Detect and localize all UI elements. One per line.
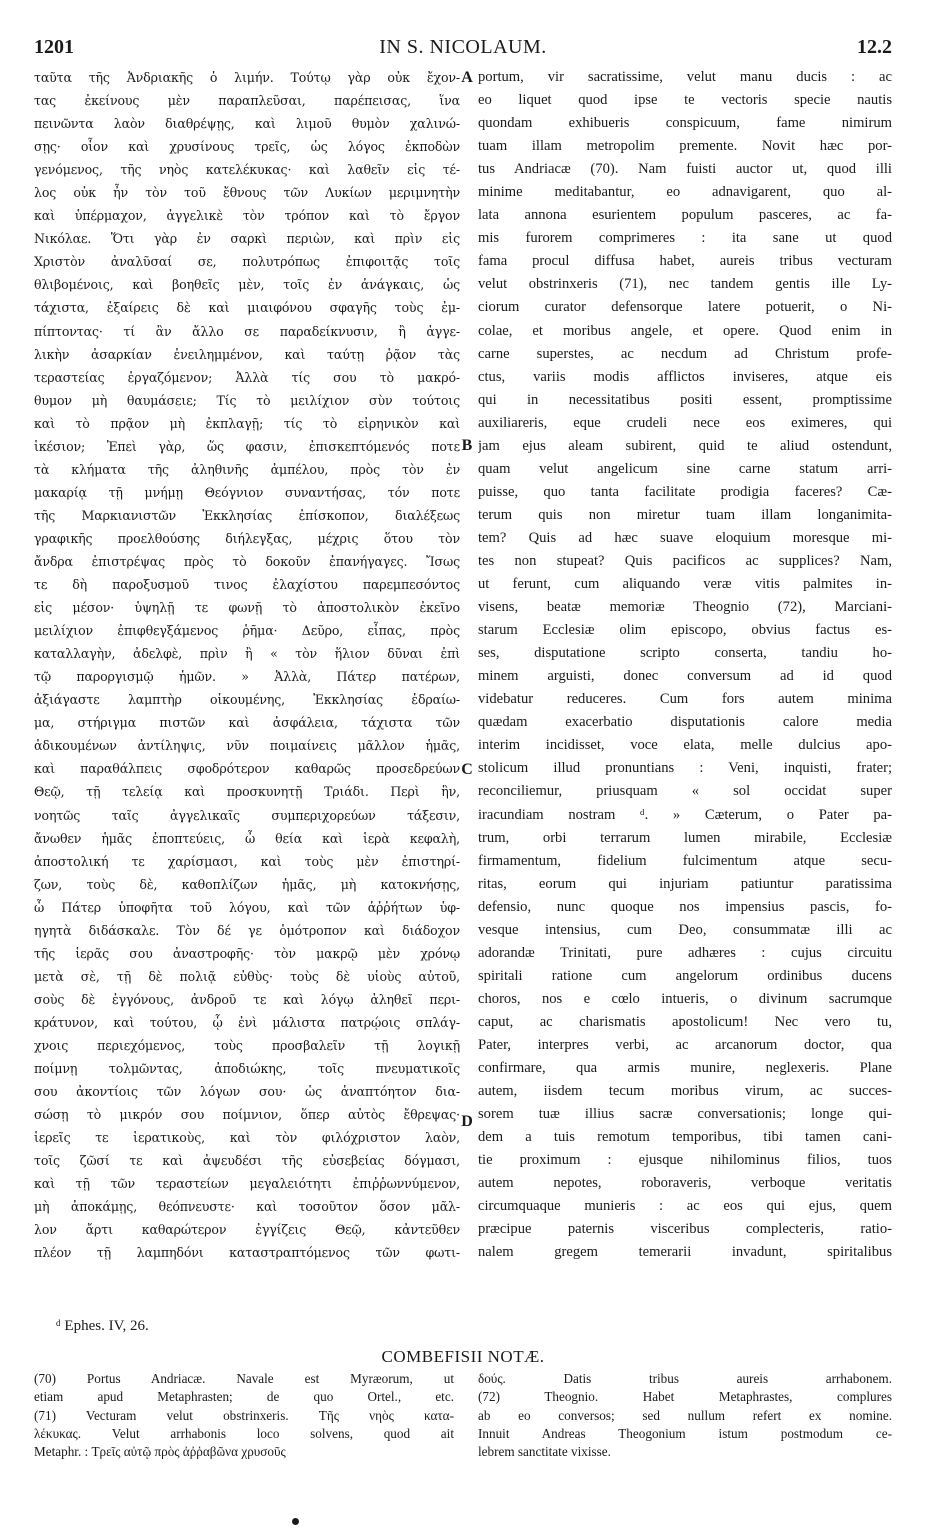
- section-marker-a: A: [461, 69, 473, 86]
- section-marker-b: B: [461, 437, 473, 454]
- latin-text-line: stolicum illud pronuntians : Veni, inquisti, frater;: [478, 760, 892, 777]
- greek-text-line: γραφικῆς προελθούσης διήλεγξας, μέχρις ὅτου τὸν: [34, 530, 460, 546]
- greek-text-line: σοὺς δὲ ἐγγόνους, ἀνδροῦ τε καὶ λόγῳ ἀληθεῖ περι-: [34, 991, 460, 1007]
- running-header: [30, 36, 896, 62]
- note-line: (72) Theognio. Habet Metaphrastes, complures: [478, 1389, 892, 1405]
- latin-text-line: tes non stupeat? Quis pacificos ac supplices? Nam,: [478, 552, 892, 569]
- latin-text-line: circumquaque munieris : ac eos qui ejus, quem: [478, 1198, 892, 1215]
- latin-text-line: carne superstes, ac necdum ad Christum profe-: [478, 345, 892, 362]
- latin-text-line: confirmare, qua armis munire, neglexeris. Plane: [478, 1060, 892, 1077]
- note-line: δούς. Datis tribus aureis arrhabonem.: [478, 1371, 892, 1386]
- greek-text-line: κράτυνον, καὶ τούτου, ᾧ ἐνὶ μάλιστα πατρῴοις σπλάγ-: [34, 1014, 460, 1030]
- greek-text-line: ὦ Πάτερ ὑποφῆτα τοῦ λόγου, καὶ τῶν ἀῤῥήτων ὑφ-: [34, 899, 460, 915]
- greek-text-line: καὶ τὸ πρᾷον μὴ ἐκπλαγῇ; τίς τὸ εἰρηνικὸν καὶ: [34, 415, 460, 431]
- greek-text-line: Χριστὸν ἀναλῦσαί σε, πολυτρόπως ἐπιφοιτᾷς τοῖς: [34, 254, 460, 270]
- greek-text-line: τε δὴ παροξυσμοῦ τινος ἐλαχίστου παρεμπεσόντος: [34, 577, 460, 593]
- latin-text-line: visens, beatæ memoriæ Theognio (72), Marciani-: [478, 599, 892, 616]
- latin-text-line: iracundiam nostram ᵈ. » Cæterum, o Pater pa-: [478, 806, 892, 823]
- latin-text-line: minem arguisti, donec conversum ad id quod: [478, 668, 892, 685]
- latin-text-line: mis furorem comprimeres : ita sane ut quod: [478, 230, 892, 247]
- greek-text-line: γενόμενος, τῆς νηὸς κατελέκυκας· καὶ λαθεῖν εἰς τέ-: [34, 162, 460, 178]
- latin-text-line: starum Ecclesiæ olim episcopo, obvius factus es-: [478, 622, 892, 639]
- greek-text-line: λος οὐκ ἦν τὸν τοῦ ἔθνους τῶν Λυκίων μεριμνητὴν: [34, 185, 460, 201]
- latin-text-line: sorem tuæ illius sacræ conversationis; longe qui-: [478, 1106, 892, 1123]
- latin-text-line: ctus, variis modis afflictos inviseres, atque eis: [478, 368, 892, 385]
- notes-left-column: [34, 1370, 454, 1461]
- latin-text-line: tus Andriacæ (70). Nam fuisti auctor ut, quod illi: [478, 161, 892, 178]
- greek-text-line: καταλλαγὴν, ἀδελφὲ, πρὶν ἢ « τὸν ἥλιον δῦναι ἐπὶ: [34, 646, 460, 662]
- footnote: ᵈ Ephes. IV, 26.: [56, 1318, 149, 1334]
- latin-text-line: nalem gregem temerarii invadunt, spiritalibus: [478, 1244, 892, 1261]
- latin-text-line: autem nepotes, roboraveris, verboque veritatis: [478, 1175, 892, 1192]
- greek-text-line: πεινῶντα λαὸν διαθρέψῃς, καὶ λιμοῦ θυμὸν χαλινώ-: [34, 116, 460, 132]
- latin-text-line: Pater, interpres verbi, ac arcanorum doctor, qua: [478, 1036, 892, 1053]
- greek-text-line: τὰ κλήματα τῆς ἀληθινῆς ἀμπέλου, πρὸς τὸν ἐν: [34, 461, 460, 477]
- note-line: Metaphr. : Τρεῖς αὐτῷ πρὸς ἀῤῥαβῶνα χρυσοῦς: [34, 1444, 286, 1460]
- latin-text-line: puisse, quo tanta facilitate prodigia faceres? Cæ-: [478, 483, 892, 500]
- greek-text-line: σου ἀκοντίοις τῶν λόγων σου· ὡς ἀναπτόητον δια-: [34, 1084, 460, 1100]
- greek-text-line: τῆς ἱερᾶς σου ἀναστροφῆς· τὸν μακρῷ μὲν χρόνῳ: [34, 945, 460, 961]
- latin-text-line: adorandæ Trinitati, pure adhæres : cujus circuitu: [478, 944, 892, 961]
- greek-text-line: πίπτοντας· τί ἂν ἄλλο σε παραδείκνυσιν, ἢ ἀγγε-: [34, 323, 460, 339]
- greek-text-line: μετὰ σὲ, τῇ δὲ πολιᾷ εὐθὺς· τοὺς δὲ υἱοὺς αὐτοῦ,: [34, 968, 460, 984]
- greek-text-line: ἀδικουμένων ἀντίληψις, νῦν ποιμαίνεις μᾶλλον ἡμᾶς,: [34, 738, 460, 754]
- greek-text-line: μακαρίᾳ τῇ μνήμῃ Θεόγνιον συναντήσας, τόν ποτε: [34, 484, 460, 500]
- greek-text-line: μα, στήριγμα πιστῶν καὶ ἀσφάλεια, τάχιστα τῶν: [34, 715, 460, 731]
- notes-right-column: [478, 1370, 892, 1461]
- greek-text-line: τεραστείας ἐργαζόμενον; Ἀλλὰ τίς σου τὸ μακρό-: [34, 369, 460, 385]
- latin-text-line: dem a tuis remotum temporibus, tibi tamen cani-: [478, 1129, 892, 1146]
- page-number-left: 1201: [34, 36, 74, 58]
- greek-text-line: πλέον τῇ λαμπηδόνι καταστραπτόμενος τῶν φωτι-: [34, 1245, 460, 1261]
- latin-text-line: defensio, nunc quoque nos impensius pascis, fo-: [478, 898, 892, 915]
- latin-text-line: tem? Quis ad hæc suave eloquium moresque mi-: [478, 529, 892, 546]
- greek-text-line: Νικόλαε. Ὅτι γὰρ ἐν σαρκὶ περιὼν, καὶ πρὶν εἰς: [34, 231, 460, 247]
- latin-text-line: videbatur reduceres. Cum fors autem minima: [478, 691, 892, 708]
- latin-text-line: colae, et moribus angele, et opere. Quod enim in: [478, 322, 892, 339]
- greek-text-line: ἄνδρα ἐπιστρέψας πρὸς τὸ δοκοῦν ἐπανήγαγες. Ἴσως: [34, 553, 460, 569]
- greek-text-line: καὶ τῇ τῶν τεραστείων μεγαλειότητι ἐπιῤῥωννύμενον,: [34, 1176, 460, 1192]
- greek-text-line: τοῖς ζῶσί τε καὶ ἀψευδέσι τῆς εὐσεβείας δόγμασι,: [34, 1153, 460, 1169]
- latin-text-line: quam velut angelicum sine carne statum arri-: [478, 460, 892, 477]
- note-line: etiam apud Metaphrasten; de quo Ortel., etc.: [34, 1389, 454, 1405]
- greek-text-line: τῷ παροργισμῷ ἡμῶν. » Ἀλλὰ, Πάτερ πατέρων,: [34, 669, 460, 685]
- latin-text-line: spiritali ratione cum angelorum ordinibus ducens: [478, 967, 892, 984]
- greek-text-line: καὶ παραθάλπεις σφοδρότερον καθαρῶς προσεδρεύων: [34, 761, 460, 777]
- latin-text-line: præcipue paternis visceribus complecteris, ratio-: [478, 1221, 892, 1238]
- latin-text-line: velut obstrinxeris (71), nec tandem gentis ille Ly-: [478, 276, 892, 293]
- greek-text-line: ἀξιάγαστε λαμπτὴρ οἰκουμένης, Ἐκκλησίας ἑδραίω-: [34, 692, 460, 708]
- latin-text-line: tie proximum : ejusque nihilominus filios, tuos: [478, 1152, 892, 1169]
- notes-title: COMBEFISII NOTÆ.: [381, 1347, 545, 1366]
- note-line: λέκυκας. Velut arrhabonis loco solvens, quod ait: [34, 1425, 454, 1441]
- greek-text-line: τάχιστα, ἐξαίρεις δὲ καὶ μιαιφόνου σφαγῆς τοὺς ἐμ-: [34, 300, 460, 316]
- greek-text-line: μὴ ἀποκάμῃς, θεόπνευστε· καὶ τοσοῦτον ὅσον μᾶλ-: [34, 1199, 460, 1215]
- greek-text-line: σώσῃ τὸ μικρόν σου ποίμνιον, ὅπερ αὐτὸς ἔθρεψας·: [34, 1107, 460, 1123]
- latin-text-column: [478, 66, 892, 1264]
- greek-text-line: ηγητὰ διδάσκαλε. Τὸν δέ γε ὁμότροπον καὶ διάδοχον: [34, 922, 460, 938]
- latin-text-line: ritas, eorum qui injuriam patiuntur paratissima: [478, 875, 892, 892]
- latin-text-line: terum quis non miretur tuam illam longanimita-: [478, 506, 892, 523]
- latin-text-line: trum, orbi terrarum lumen mirabile, Ecclesiæ: [478, 829, 892, 846]
- latin-text-line: quondam exhibueris conspicuum, fame nimirum: [478, 115, 892, 132]
- greek-text-line: Θεῷ, τῇ τελείᾳ καὶ προσκυνητῇ Τριάδι. Περὶ ἣν,: [34, 784, 460, 800]
- latin-text-line: fama procul diffusa habet, aureis tribus vecturam: [478, 253, 892, 270]
- latin-text-line: qui in necessitatibus positi essent, promptissime: [478, 391, 892, 408]
- running-title: IN S. NICOLAUM.: [379, 36, 547, 58]
- latin-text-line: lata annona esurientem populum pasceres, ac fa-: [478, 207, 892, 224]
- greek-text-line: χνοις περιεχόμενος, τοὺς προσβαλεῖν τῇ λογικῇ: [34, 1037, 460, 1053]
- latin-text-line: firmamentum, fidelium fulcimentum atque secu-: [478, 852, 892, 869]
- latin-text-line: quædam exacerbatio disputationis calore media: [478, 714, 892, 731]
- latin-text-line: caput, ac charismatis apostolicum! Nec vero tu,: [478, 1013, 892, 1030]
- greek-text-line: καὶ ὑπέρμαχον, ἀγγελικὲ τὸν τρόπον καὶ τὸ ἔργον: [34, 208, 460, 224]
- latin-text-line: minime meditabantur, eo adnavigarent, quo al-: [478, 184, 892, 201]
- latin-text-line: ut ferunt, cum aliquando veræ vitis palmites in-: [478, 576, 892, 593]
- latin-text-line: autem, iisdem tecum moribus virum, ac succes-: [478, 1083, 892, 1100]
- note-line: Innuit Andreas Theogonium istum postmodum ce-: [478, 1425, 892, 1441]
- greek-text-line: τῆς Μαρκιανιστῶν Ἐκκλησίας ἐπίσκοπον, διαλέξεως: [34, 507, 460, 523]
- latin-text-line: jam ejus aleam subirent, quid te aliud ostendunt,: [478, 437, 892, 454]
- latin-text-line: choros, nos e cœlo intueris, o divinum sacrumque: [478, 990, 892, 1007]
- printer-dot: [292, 1518, 299, 1525]
- greek-text-line: μειλίχιον ἐπιφθεγξάμενος ῥῆμα· Δεῦρο, εἶπας, πρὸς: [34, 623, 460, 639]
- note-line: (70) Portus Andriacæ. Navale est Myræorum, ut: [34, 1371, 454, 1386]
- page-number-right: 12.2: [857, 36, 892, 58]
- greek-text-line: ποίμνῃ τολμῶντας, ἀποδιώκης, τοῖς πνευματικοῖς: [34, 1061, 460, 1077]
- latin-text-line: vesque intensius, cum Deo, consummatæ illi ac: [478, 921, 892, 938]
- greek-text-column: [34, 66, 460, 1264]
- section-marker-d: D: [461, 1113, 473, 1130]
- greek-text-line: ἀποστολική τε χαρίσμασι, καὶ τοὺς μὲν ἐπιστηρί-: [34, 853, 460, 869]
- note-line: lebrem sanctitate vixisse.: [478, 1444, 611, 1460]
- greek-text-line: σῃς· οἷον καὶ χρυσίνους τρεῖς, ὡς λόγος ἐκποδὼν: [34, 139, 460, 155]
- greek-text-line: λον ἄρτι καθαρώτερον ἐγγίζεις Θεῷ, κἀντεῦθεν: [34, 1222, 460, 1238]
- section-marker-c: C: [461, 761, 473, 778]
- note-line: ab eo conversos; sed nullum refert ex nomine.: [478, 1407, 892, 1423]
- greek-text-line: ἱερεῖς τε ἱερατικοὺς, καὶ τὸν φιλόχριστον λαὸν,: [34, 1130, 460, 1146]
- greek-text-line: εἰς μέσον· ὑψηλῇ τε φωνῇ τὸ ἀποστολικὸν ἐκεῖνο: [34, 600, 460, 616]
- latin-text-line: eo liquet quod ipse te vectoris specie nautis: [478, 92, 892, 109]
- latin-text-line: portum, vir sacratissime, velut manu ducis : ac: [478, 69, 892, 85]
- latin-text-line: reconciliemur, priusquam « sol occidat super: [478, 783, 892, 800]
- greek-text-line: θλιβομένοις, καὶ βοηθεῖς μὲν, τοῖς ἐν ἀνάγκαις, ὡς: [34, 277, 460, 293]
- greek-text-line: νοητῶς ταῖς ἀγγελικαῖς συμπεριχορεύων τάξεσιν,: [34, 807, 460, 823]
- latin-text-line: ses, disputatione scripto conserta, tandiu ho-: [478, 645, 892, 662]
- latin-text-line: interim incidisset, voce elata, melle dulcius apo-: [478, 737, 892, 754]
- latin-text-line: auxiliareris, eque crudeli nece eos eximeres, qui: [478, 414, 892, 431]
- greek-text-line: ταῦτα τῆς Ἀνδριακῆς ὁ λιμήν. Τούτῳ γὰρ οὐκ ἔχον-: [34, 70, 460, 85]
- greek-text-line: ζων, τοὺς δὲ, καθοπλίζων ἡμᾶς, μὴ κατοκνήσῃς,: [34, 876, 460, 892]
- greek-text-line: λικὴν ἀσαρκίαν ἐνειλημμένον, καὶ ταύτῃ ῥᾷον τὰς: [34, 346, 460, 362]
- latin-text-line: tuam illam metropolim premente. Novit hæc por-: [478, 138, 892, 155]
- note-line: (71) Vecturam velut obstrinxeris. Τῆς νηὸς κατα-: [34, 1407, 454, 1423]
- greek-text-line: θυμον μὴ θαυμάσειε; Τίς τὸ μειλίχιον σὺν τούτοις: [34, 392, 460, 408]
- greek-text-line: ἱκέσιον; Ἐπεὶ γὰρ, ὥς φασιν, ἐπισκεπτόμενός ποτε: [34, 438, 460, 454]
- latin-text-line: ciorum curator defensorque latere potuerit, o Ni-: [478, 299, 892, 316]
- greek-text-line: ἄνωθεν ἡμᾶς ἐποπτεύεις, ὦ θεία καὶ ἱερὰ κεφαλὴ,: [34, 830, 460, 846]
- greek-text-line: τας ἐκείνους μὲν παραπλεῦσαι, παρέπεισας, ἵνα: [34, 93, 460, 109]
